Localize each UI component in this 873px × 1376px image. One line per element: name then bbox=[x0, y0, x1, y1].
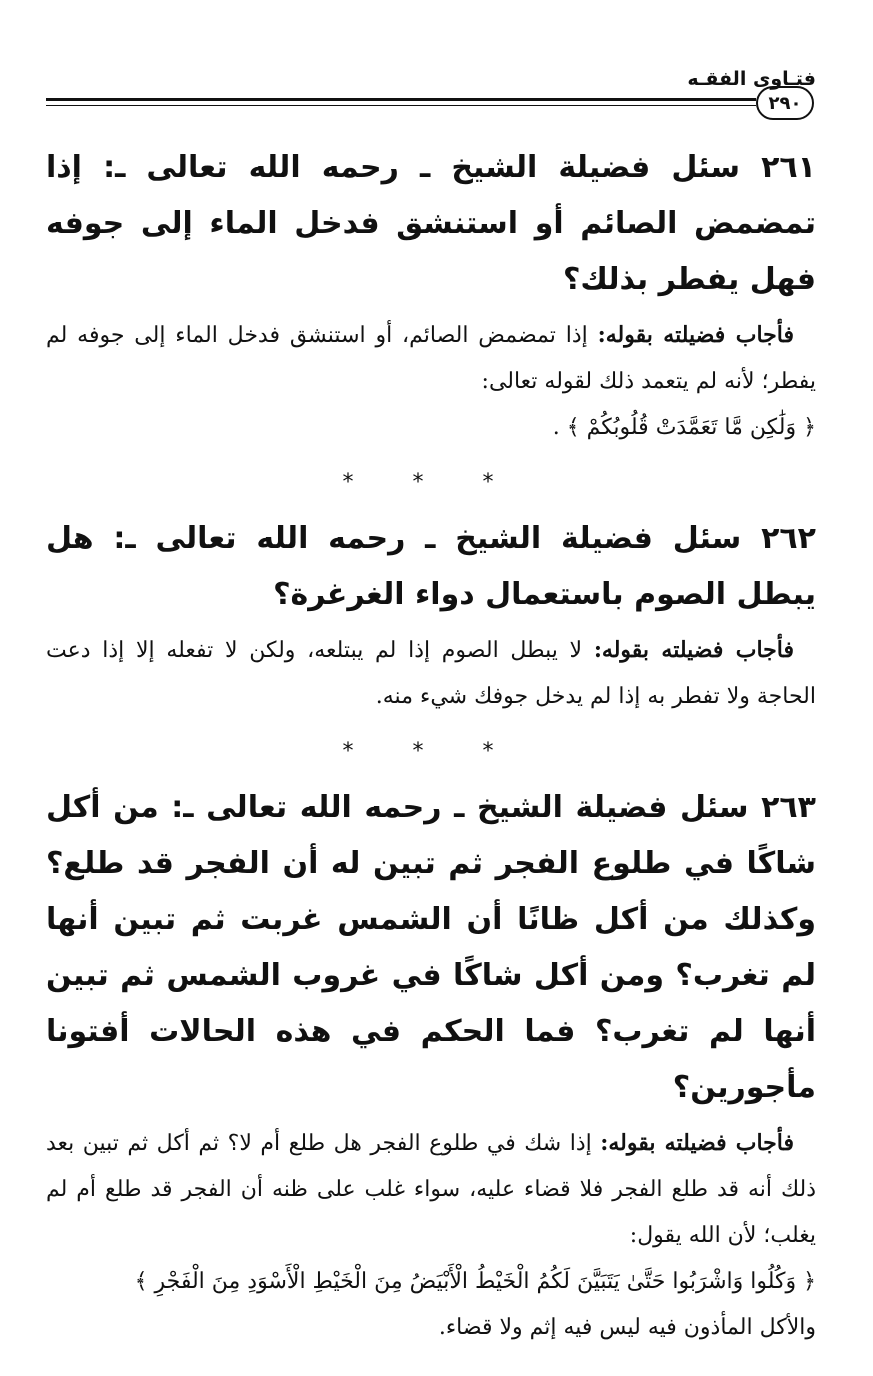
section-separator: * * * bbox=[342, 739, 520, 764]
answer-intro: فأجاب فضيلته بقوله: bbox=[597, 322, 794, 348]
book-page bbox=[46, 0, 816, 1376]
answer-text: إذا شك في طلوع الفجر هل طلع أم لا؟ ثم أكل ثم تبين بعد ذلك أنه قد طلع الفجر فلا قضاء عليه، سواء غلب على ظنه أن الفجر قد طلع أم لم يغلب؛ لأن الله يقول: bbox=[46, 1131, 816, 1248]
header-rule-thin bbox=[46, 105, 756, 106]
quran-verse: ﴿ وَلَٰكِن مَّا تَعَمَّدَتْ قُلُوبُكُمْ ﴾ . bbox=[552, 415, 816, 440]
answer-paragraph bbox=[46, 1120, 816, 1351]
section-separator: * * * bbox=[342, 470, 520, 495]
quran-verse: ﴿ وَكُلُوا وَاشْرَبُوا حَتَّىٰ يَتَبَيَّنَ لَكُمُ الْخَيْطُ الْأَبْيَضُ مِنَ الْخَيْطِ الْأَسْوَدِ مِنَ الْفَجْرِ ﴾ bbox=[134, 1269, 816, 1294]
answer-conclusion: والأكل المأذون فيه ليس فيه إثم ولا قضاء. bbox=[438, 1315, 816, 1340]
answer-text: لا يبطل الصوم إذا لم يبتلعه، ولكن لا تفعله إلا إذا دعت الحاجة ولا تفطر به إذا لم يدخل جوفك شيء منه. bbox=[46, 638, 816, 709]
running-title: فتـاوى الفقـه bbox=[687, 68, 816, 90]
answer-paragraph bbox=[46, 312, 816, 451]
answer-intro: فأجاب فضيلته بقوله: bbox=[593, 637, 794, 663]
answer-text: إذا تمضمض الصائم، أو استنشق فدخل الماء إلى جوفه لم يفطر؛ لأنه لم يتعمد ذلك لقوله تعالى: bbox=[46, 323, 816, 394]
fatwa-entry-262 bbox=[46, 511, 816, 720]
question-text: ٢٦١ سئل فضيلة الشيخ ـ رحمه الله تعالى ـ: إذا تمضمض الصائم أو استنشق فدخل الماء إلى جوفه فهل يفطر بذلك؟ bbox=[46, 150, 816, 297]
answer-intro: فأجاب فضيلته بقوله: bbox=[600, 1130, 794, 1156]
answer-paragraph bbox=[46, 627, 816, 720]
question-text: ٢٦٢ سئل فضيلة الشيخ ـ رحمه الله تعالى ـ: هل يبطل الصوم باستعمال دواء الغرغرة؟ bbox=[46, 521, 816, 612]
page-content bbox=[46, 140, 816, 1351]
fatwa-entry-263 bbox=[46, 780, 816, 1351]
question-text: ٢٦٣ سئل فضيلة الشيخ ـ رحمه الله تعالى ـ: من أكل شاكًا في طلوع الفجر ثم تبين له أن الفجر قد طلع؟ وكذلك من أكل ظانًا أن الشمس غربت ثم تبين أنها لم تغرب؟ ومن أكل شاكًا في غروب الشمس ثم تبين أنها لم تغرب؟ فما الحكم في هذه الحالات أفتونا مأجورين؟ bbox=[46, 790, 816, 1105]
header-rule bbox=[46, 98, 756, 101]
fatwa-entry-261 bbox=[46, 140, 816, 451]
page-number: ٢٩٠ bbox=[756, 86, 814, 120]
